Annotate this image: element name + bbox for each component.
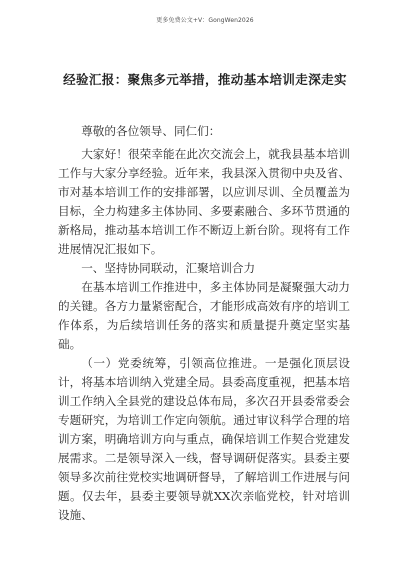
paragraph-section-intro: 在基本培训工作推进中，多主体协同是凝聚强大动力的关键。各方力量紧密配合，才能形成高效有序的培训工作体系，为后续培训任务的落实和质量提升奠定坚实基础。 [58,280,350,351]
document-body [58,122,350,525]
document-title: 经验汇报：聚焦多元举措，推动基本培训走深走实 [63,72,347,87]
header-note: 更多免费公文+V：GongWen2026 [156,17,254,24]
paragraph-intro: 大家好！很荣幸能在此次交流会上，就我县基本培训工作与大家分享经验。近年来，我县深入贯彻中央及省、市对基本培训工作的安排部署，以应训尽训、全员覆盖为目标，全力构建多主体协同、多要素融合、多环节贯通的新格局，推动基本培训工作不断迈上新台阶。现将有工作进展情况汇报如下。 [58,147,350,256]
section-heading: 一、坚持协同联动，汇聚培训合力 [81,261,256,275]
paragraph-subsection: （一）党委统筹，引领高位推进。一是强化顶层设计，将基本培训纳入党建全局。县委高度重视，把基本培训工作纳入全县党的建设总体布局，多次召开县委常委会专题研究，为培训工作定向领航。通过审议科学合理的培训方案，明确培训方向与重点，确保培训工作契合党建发展需求。二是领导深入一线，督导调研促落实。县委主要领导多次前往党校实地调研督导，了解培训工作进展与问题。仅去年，县委主要领导就XX次亲临党校，针对培训设施、 [58,356,350,522]
salutation: 尊敬的各位领导、同仁们： [81,124,221,138]
